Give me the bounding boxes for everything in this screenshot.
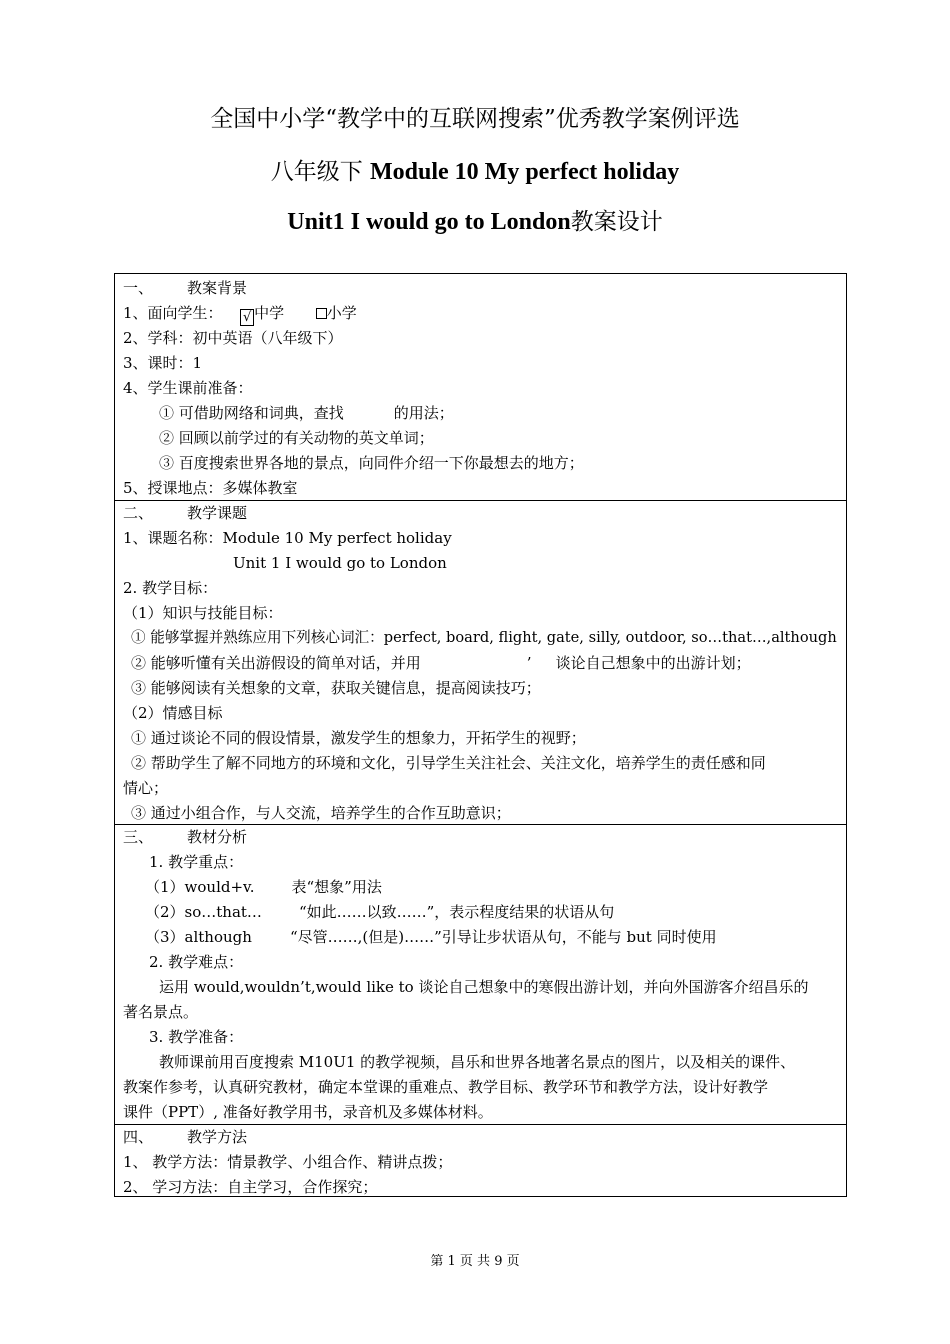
teaching-method: 1、 教学方法：情景教学、小组合作、精讲点拨； xyxy=(123,1153,453,1171)
section4-heading: 四、 教学方法 xyxy=(123,1128,248,1146)
unit-name: Unit1 I would go to London xyxy=(287,209,571,235)
topic-name: 1、课题名称：Module 10 My perfect holiday xyxy=(123,529,452,547)
key-point-2: （2）so…that… “如此……以致……”，表示程度结果的状语从句 xyxy=(145,903,615,921)
middle-school-checkbox: √ xyxy=(240,309,254,326)
learning-method: 2、 学习方法：自主学习，合作探究； xyxy=(123,1178,378,1196)
prep-item-3: ③ 百度搜索世界各地的景点，向同件介绍一下你最想去的地方； xyxy=(159,454,584,472)
emotion-goals-heading: （2）情感目标 xyxy=(123,704,223,722)
knowledge-goal-3: ③ 能够阅读有关想象的文章，获取关键信息，提高阅读技巧； xyxy=(131,679,541,697)
knowledge-goals-heading: （1）知识与技能目标： xyxy=(123,604,283,622)
student-prep-heading: 4、学生课前准备： xyxy=(123,379,253,397)
key-point-1: （1）would+v. 表“想象”用法 xyxy=(145,878,382,896)
class-hours: 3、课时：1 xyxy=(123,354,203,372)
unit-title xyxy=(0,203,950,236)
prep-item-1: ① 可借助网络和词典，查找 的用法； xyxy=(159,404,454,422)
subject: 2、学科：初中英语（八年级下） xyxy=(123,329,343,347)
knowledge-goal-2: ② 能够听懂有关出游假设的简单对话，并用 ’ 谈论自己想象中的出游计划； xyxy=(131,654,751,672)
students-row: 1、面向学生： √ 中学 小学 xyxy=(123,304,357,325)
primary-school-checkbox xyxy=(316,308,327,319)
knowledge-goal-1: ① 能够掌握并熟练应用下列核心词汇：perfect, board, flight, gate, silly, outdoor, so…that…,although xyxy=(131,629,837,646)
module-name: Module 10 My perfect holiday xyxy=(370,159,680,185)
preparation-text-2: 教案作参考，认真研究教材，确定本堂课的重难点、教学目标、教学环节和教学方法，设计好教学 xyxy=(123,1078,769,1096)
prep-item-2: ② 回顾以前学过的有关动物的英文单词； xyxy=(159,429,434,447)
emotion-goal-3: ③ 通过小组合作，与人交流，培养学生的合作互助意识； xyxy=(131,804,511,822)
difficult-points-heading: 2. 教学难点： xyxy=(149,953,244,971)
page-number: 第 1 页 共 9 页 xyxy=(430,1254,520,1269)
key-point-3: （3）although “尽管……,(但是)……”引导让步状语从句，不能与 but 同时使用 xyxy=(145,928,717,946)
preparation-text-1: 教师课前用百度搜索 M10U1 的教学视频，昌乐和世界各地著名景点的图片，以及相关的课件、 xyxy=(159,1053,796,1071)
module-title xyxy=(0,153,950,186)
section3-heading: 三、 教材分析 xyxy=(123,828,248,846)
difficult-points-text: 运用 would,wouldn’t,would like to 谈论自己想象中的寒假出游计划，并向外国游客介绍昌乐的 xyxy=(159,978,809,996)
goals-heading: 2. 教学目标： xyxy=(123,579,218,597)
divider xyxy=(115,824,846,825)
section1-heading: 一、 教案背景 xyxy=(123,279,248,297)
emotion-goal-2: ② 帮助学生了解不同地方的环境和文化，引导学生关注社会、关注文化，培养学生的责任感和同 xyxy=(131,754,766,772)
grade-label: 八年级下 xyxy=(270,159,370,185)
emotion-goal-1: ① 通过谈论不同的假设情景，激发学生的想象力，开拓学生的视野； xyxy=(131,729,586,747)
preparation-text-3: 课件（PPT）, 准备好教学用书，录音机及多媒体材料。 xyxy=(123,1103,493,1121)
divider xyxy=(115,500,846,501)
preparation-heading: 3. 教学准备： xyxy=(149,1028,244,1046)
divider xyxy=(115,1124,846,1125)
emotion-goal-2-cont: 情心； xyxy=(123,779,169,797)
key-points-heading: 1. 教学重点： xyxy=(149,853,244,871)
difficult-points-text-cont: 著名景点。 xyxy=(123,1003,199,1021)
document-title: 全国中小学“教学中的互联网搜索”优秀教学案例评选 xyxy=(210,106,740,132)
lesson-plan-table xyxy=(114,273,847,1197)
topic-unit: Unit 1 I would go to London xyxy=(233,554,447,572)
section2-heading: 二、 教学课题 xyxy=(123,504,248,522)
lesson-plan-label: 教案设计 xyxy=(570,209,663,235)
teaching-location: 5、授课地点：多媒体教室 xyxy=(123,479,298,497)
